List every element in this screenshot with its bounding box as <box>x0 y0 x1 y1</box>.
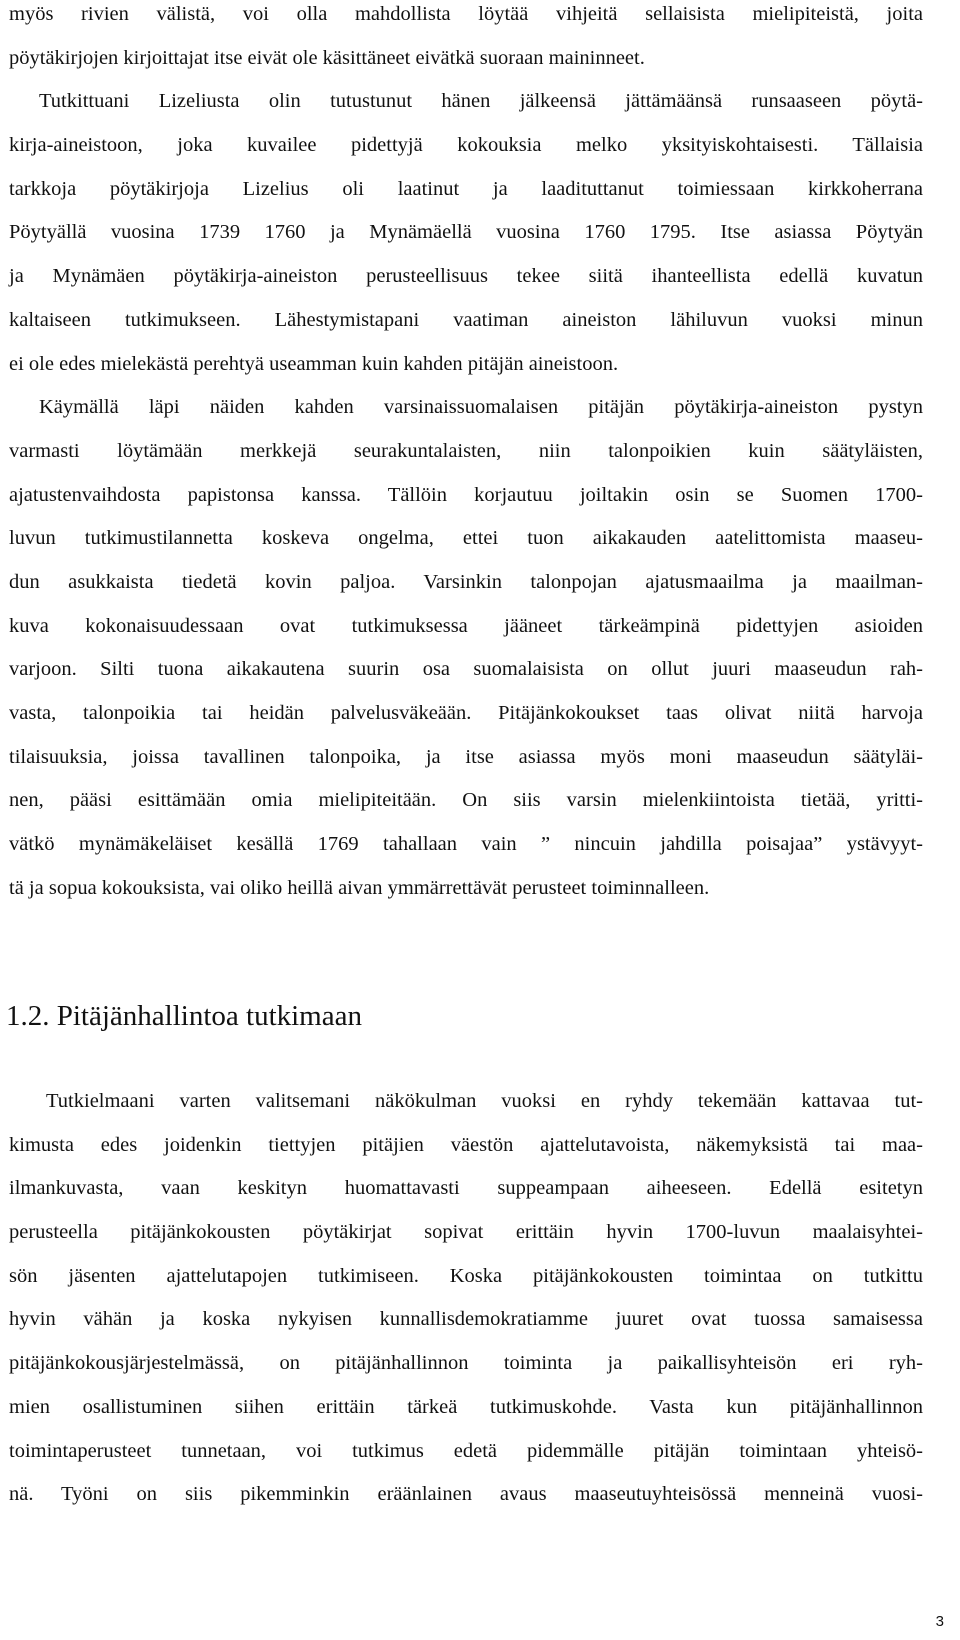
text-line: ilmankuvasta, vaan keskityn huomattavasti suppeampaan aiheeseen. Edellä esitetyn <box>9 1177 923 1200</box>
text-line: ajatustenvaihdosta papistonsa kanssa. Tällöin korjautuu joiltakin osin se Suomen 1700- <box>9 483 923 506</box>
section-heading: 1.2. Pitäjänhallintoa tutkimaan <box>6 1000 362 1032</box>
text-line: ei ole edes mielekästä perehtyä useamman kuin kahden pitäjän aineistoon. <box>9 352 619 375</box>
text-line: perusteella pitäjänkokousten pöytäkirjat sopivat erittäin hyvin 1700-luvun maalaisyhtei- <box>9 1221 923 1244</box>
text-line: ja Mynämäen pöytäkirja-aineiston perusteellisuus tekee siitä ihanteellista edellä kuvatun <box>9 265 923 288</box>
text-line: Tutkielmaani varten valitsemani näkökulman vuoksi en ryhdy tekemään kattavaa tut- <box>46 1090 923 1112</box>
text-line: kirja-aineistoon, joka kuvailee pidettyjä kokouksia melko yksityiskohtaisesti. Tällaisia <box>9 134 923 157</box>
page-number: 3 <box>935 1613 944 1630</box>
body-text-block-2 <box>9 1080 923 1517</box>
text-line: kuva kokonaisuudessaan ovat tutkimuksessa jääneet tärkeämpinä pidettyjen asioiden <box>9 614 923 637</box>
text-line: myös rivien välistä, voi olla mahdollista löytää vihjeitä sellaisista mielipiteistä, joita <box>9 3 923 25</box>
text-line: vasta, talonpoikia tai heidän palvelusväkeään. Pitäjänkokoukset taas olivat niitä harvoja <box>9 702 923 724</box>
text-line: kaltaiseen tutkimukseen. Lähestymistapani vaatiman aineiston lähiluvun vuoksi minun <box>9 308 923 331</box>
text-line: Pöytyällä vuosina 1739 1760 ja Mynämäellä vuosina 1760 1795. Itse asiassa Pöytyän <box>9 221 923 244</box>
text-line: nen, pääsi esittämään omia mielipiteitään. On siis varsin mielenkiintoista tietää, yritti- <box>9 789 923 812</box>
text-line: tilaisuuksia, joissa tavallinen talonpoika, ja itse asiassa myös moni maaseudun säätyläi- <box>9 745 923 768</box>
text-line: Tutkittuani Lizeliusta olin tutustunut hänen jälkeensä jättämäänsä runsaaseen pöytä- <box>39 90 923 113</box>
text-line: luvun tutkimustilannetta koskeva ongelma, ettei tuon aikakauden aatelittomista maaseu- <box>9 527 923 550</box>
text-line: pitäjänkokousjärjestelmässä, on pitäjänhallinnon toiminta ja paikallisyhteisön eri ryh- <box>9 1352 923 1375</box>
text-line: tä ja sopua kokouksista, vai oliko heillä aivan ymmärrettävät perusteet toiminnalleen. <box>9 876 710 899</box>
text-line: varmasti löytämään merkkejä seurakuntalaisten, niin talonpoikien kuin säätyläisten, <box>9 439 923 462</box>
text-line: Käymällä läpi näiden kahden varsinaissuomalaisen pitäjän pöytäkirja-aineiston pystyn <box>39 396 923 419</box>
text-line: dun asukkaista tiedetä kovin paljoa. Varsinkin talonpojan ajatusmaailma ja maailman- <box>9 570 923 593</box>
body-text-block-1 <box>9 0 923 910</box>
text-line: mien osallistuminen siihen erittäin tärkeä tutkimuskohde. Vasta kun pitäjänhallinnon <box>9 1395 923 1418</box>
text-line: toimintaperusteet tunnetaan, voi tutkimus edetä pidemmälle pitäjän toimintaan yhteisö- <box>9 1439 923 1462</box>
text-line: tarkkoja pöytäkirjoja Lizelius oli laatinut ja laadituttanut toimiessaan kirkkoherrana <box>9 177 923 200</box>
text-line: sön jäsenten ajattelutapojen tutkimiseen. Koska pitäjänkokousten toimintaa on tutkittu <box>9 1264 923 1287</box>
text-line: pöytäkirjojen kirjoittajat itse eivät ole käsittäneet eivätkä suoraan maininneet. <box>9 46 645 69</box>
text-line: hyvin vähän ja koska nykyisen kunnallisdemokratiamme juuret ovat tuossa samaisessa <box>9 1308 923 1331</box>
text-line: nä. Työni on siis pikemminkin eräänlainen avaus maaseutuyhteisössä menneinä vuosi- <box>9 1483 923 1506</box>
text-line: vätkö mynämäkeläiset kesällä 1769 tahallaan vain ” nincuin jahdilla poisajaa” ystävyyt- <box>9 833 923 856</box>
text-line: kimusta edes joidenkin tiettyjen pitäjien väestön ajattelutavoista, näkemyksistä tai maa- <box>9 1133 923 1156</box>
text-line: varjoon. Silti tuona aikakautena suurin osa suomalaisista on ollut juuri maaseudun rah- <box>9 658 923 681</box>
